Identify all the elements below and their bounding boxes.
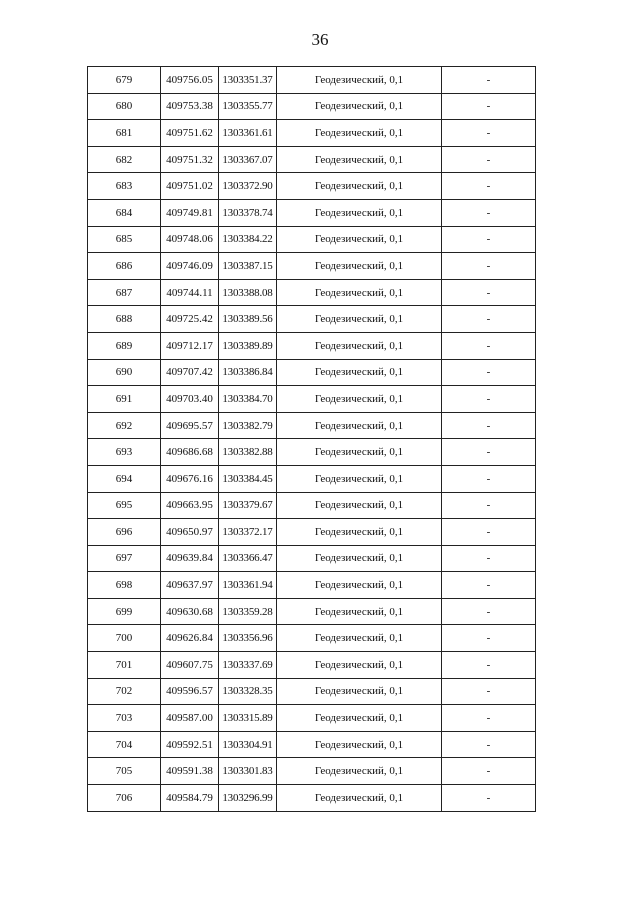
y-coordinate-cell: 1303337.69 bbox=[219, 652, 277, 679]
x-coordinate-cell: 409607.75 bbox=[161, 652, 219, 679]
point-number-cell: 699 bbox=[88, 598, 161, 625]
error-cell: - bbox=[442, 465, 536, 492]
method-accuracy-cell: Геодезический, 0,1 bbox=[277, 492, 442, 519]
method-accuracy-cell: Геодезический, 0,1 bbox=[277, 625, 442, 652]
method-accuracy-cell: Геодезический, 0,1 bbox=[277, 705, 442, 732]
error-cell: - bbox=[442, 678, 536, 705]
method-accuracy-cell: Геодезический, 0,1 bbox=[277, 439, 442, 466]
method-accuracy-cell: Геодезический, 0,1 bbox=[277, 93, 442, 120]
table-row bbox=[88, 199, 536, 226]
error-cell: - bbox=[442, 253, 536, 280]
method-accuracy-cell: Геодезический, 0,1 bbox=[277, 332, 442, 359]
error-cell: - bbox=[442, 705, 536, 732]
table-row bbox=[88, 93, 536, 120]
error-cell: - bbox=[442, 199, 536, 226]
method-accuracy-cell: Геодезический, 0,1 bbox=[277, 519, 442, 546]
table-row bbox=[88, 519, 536, 546]
error-cell: - bbox=[442, 439, 536, 466]
table-row bbox=[88, 412, 536, 439]
table-row bbox=[88, 758, 536, 785]
point-number-cell: 688 bbox=[88, 306, 161, 333]
table-row bbox=[88, 785, 536, 812]
point-number-cell: 685 bbox=[88, 226, 161, 253]
point-number-cell: 701 bbox=[88, 652, 161, 679]
error-cell: - bbox=[442, 332, 536, 359]
x-coordinate-cell: 409749.81 bbox=[161, 199, 219, 226]
table-row bbox=[88, 439, 536, 466]
point-number-cell: 696 bbox=[88, 519, 161, 546]
y-coordinate-cell: 1303301.83 bbox=[219, 758, 277, 785]
y-coordinate-cell: 1303361.94 bbox=[219, 572, 277, 599]
error-cell: - bbox=[442, 572, 536, 599]
error-cell: - bbox=[442, 306, 536, 333]
error-cell: - bbox=[442, 386, 536, 413]
point-number-cell: 706 bbox=[88, 785, 161, 812]
table-row bbox=[88, 173, 536, 200]
y-coordinate-cell: 1303387.15 bbox=[219, 253, 277, 280]
error-cell: - bbox=[442, 67, 536, 94]
x-coordinate-cell: 409695.57 bbox=[161, 412, 219, 439]
y-coordinate-cell: 1303355.77 bbox=[219, 93, 277, 120]
method-accuracy-cell: Геодезический, 0,1 bbox=[277, 412, 442, 439]
point-number-cell: 682 bbox=[88, 146, 161, 173]
error-cell: - bbox=[442, 120, 536, 147]
table-row bbox=[88, 465, 536, 492]
method-accuracy-cell: Геодезический, 0,1 bbox=[277, 199, 442, 226]
method-accuracy-cell: Геодезический, 0,1 bbox=[277, 359, 442, 386]
method-accuracy-cell: Геодезический, 0,1 bbox=[277, 678, 442, 705]
table-row bbox=[88, 226, 536, 253]
point-number-cell: 700 bbox=[88, 625, 161, 652]
y-coordinate-cell: 1303384.45 bbox=[219, 465, 277, 492]
x-coordinate-cell: 409637.97 bbox=[161, 572, 219, 599]
table-row bbox=[88, 386, 536, 413]
error-cell: - bbox=[442, 652, 536, 679]
x-coordinate-cell: 409751.62 bbox=[161, 120, 219, 147]
point-number-cell: 702 bbox=[88, 678, 161, 705]
method-accuracy-cell: Геодезический, 0,1 bbox=[277, 279, 442, 306]
point-number-cell: 695 bbox=[88, 492, 161, 519]
error-cell: - bbox=[442, 731, 536, 758]
table-row bbox=[88, 120, 536, 147]
x-coordinate-cell: 409686.68 bbox=[161, 439, 219, 466]
table-row bbox=[88, 545, 536, 572]
point-number-cell: 703 bbox=[88, 705, 161, 732]
table-row bbox=[88, 652, 536, 679]
y-coordinate-cell: 1303367.07 bbox=[219, 146, 277, 173]
x-coordinate-cell: 409756.05 bbox=[161, 67, 219, 94]
point-number-cell: 681 bbox=[88, 120, 161, 147]
error-cell: - bbox=[442, 226, 536, 253]
method-accuracy-cell: Геодезический, 0,1 bbox=[277, 652, 442, 679]
y-coordinate-cell: 1303361.61 bbox=[219, 120, 277, 147]
x-coordinate-cell: 409751.02 bbox=[161, 173, 219, 200]
table-row bbox=[88, 492, 536, 519]
point-number-cell: 704 bbox=[88, 731, 161, 758]
method-accuracy-cell: Геодезический, 0,1 bbox=[277, 226, 442, 253]
y-coordinate-cell: 1303389.89 bbox=[219, 332, 277, 359]
y-coordinate-cell: 1303382.88 bbox=[219, 439, 277, 466]
x-coordinate-cell: 409630.68 bbox=[161, 598, 219, 625]
point-number-cell: 691 bbox=[88, 386, 161, 413]
x-coordinate-cell: 409707.42 bbox=[161, 359, 219, 386]
y-coordinate-cell: 1303379.67 bbox=[219, 492, 277, 519]
y-coordinate-cell: 1303384.22 bbox=[219, 226, 277, 253]
method-accuracy-cell: Геодезический, 0,1 bbox=[277, 67, 442, 94]
method-accuracy-cell: Геодезический, 0,1 bbox=[277, 465, 442, 492]
coordinates-table-body bbox=[88, 67, 536, 812]
table-row bbox=[88, 625, 536, 652]
error-cell: - bbox=[442, 625, 536, 652]
method-accuracy-cell: Геодезический, 0,1 bbox=[277, 598, 442, 625]
method-accuracy-cell: Геодезический, 0,1 bbox=[277, 386, 442, 413]
point-number-cell: 684 bbox=[88, 199, 161, 226]
y-coordinate-cell: 1303378.74 bbox=[219, 199, 277, 226]
table-row bbox=[88, 678, 536, 705]
table-row bbox=[88, 253, 536, 280]
method-accuracy-cell: Геодезический, 0,1 bbox=[277, 173, 442, 200]
x-coordinate-cell: 409587.00 bbox=[161, 705, 219, 732]
y-coordinate-cell: 1303389.56 bbox=[219, 306, 277, 333]
y-coordinate-cell: 1303372.17 bbox=[219, 519, 277, 546]
x-coordinate-cell: 409676.16 bbox=[161, 465, 219, 492]
point-number-cell: 693 bbox=[88, 439, 161, 466]
y-coordinate-cell: 1303386.84 bbox=[219, 359, 277, 386]
method-accuracy-cell: Геодезический, 0,1 bbox=[277, 253, 442, 280]
point-number-cell: 679 bbox=[88, 67, 161, 94]
y-coordinate-cell: 1303356.96 bbox=[219, 625, 277, 652]
y-coordinate-cell: 1303372.90 bbox=[219, 173, 277, 200]
x-coordinate-cell: 409584.79 bbox=[161, 785, 219, 812]
x-coordinate-cell: 409748.06 bbox=[161, 226, 219, 253]
page-number: 36 bbox=[311, 30, 329, 49]
method-accuracy-cell: Геодезический, 0,1 bbox=[277, 785, 442, 812]
x-coordinate-cell: 409712.17 bbox=[161, 332, 219, 359]
table-row bbox=[88, 146, 536, 173]
x-coordinate-cell: 409596.57 bbox=[161, 678, 219, 705]
y-coordinate-cell: 1303388.08 bbox=[219, 279, 277, 306]
x-coordinate-cell: 409751.32 bbox=[161, 146, 219, 173]
point-number-cell: 694 bbox=[88, 465, 161, 492]
method-accuracy-cell: Геодезический, 0,1 bbox=[277, 545, 442, 572]
point-number-cell: 687 bbox=[88, 279, 161, 306]
point-number-cell: 680 bbox=[88, 93, 161, 120]
method-accuracy-cell: Геодезический, 0,1 bbox=[277, 731, 442, 758]
point-number-cell: 683 bbox=[88, 173, 161, 200]
error-cell: - bbox=[442, 758, 536, 785]
error-cell: - bbox=[442, 359, 536, 386]
error-cell: - bbox=[442, 519, 536, 546]
table-row bbox=[88, 705, 536, 732]
x-coordinate-cell: 409744.11 bbox=[161, 279, 219, 306]
y-coordinate-cell: 1303296.99 bbox=[219, 785, 277, 812]
error-cell: - bbox=[442, 146, 536, 173]
point-number-cell: 705 bbox=[88, 758, 161, 785]
point-number-cell: 690 bbox=[88, 359, 161, 386]
table-row bbox=[88, 306, 536, 333]
error-cell: - bbox=[442, 412, 536, 439]
error-cell: - bbox=[442, 545, 536, 572]
table-row bbox=[88, 332, 536, 359]
x-coordinate-cell: 409592.51 bbox=[161, 731, 219, 758]
y-coordinate-cell: 1303304.91 bbox=[219, 731, 277, 758]
x-coordinate-cell: 409639.84 bbox=[161, 545, 219, 572]
table-row bbox=[88, 731, 536, 758]
method-accuracy-cell: Геодезический, 0,1 bbox=[277, 572, 442, 599]
point-number-cell: 698 bbox=[88, 572, 161, 599]
x-coordinate-cell: 409753.38 bbox=[161, 93, 219, 120]
point-number-cell: 692 bbox=[88, 412, 161, 439]
method-accuracy-cell: Геодезический, 0,1 bbox=[277, 306, 442, 333]
table-row bbox=[88, 359, 536, 386]
y-coordinate-cell: 1303382.79 bbox=[219, 412, 277, 439]
error-cell: - bbox=[442, 279, 536, 306]
y-coordinate-cell: 1303384.70 bbox=[219, 386, 277, 413]
y-coordinate-cell: 1303315.89 bbox=[219, 705, 277, 732]
x-coordinate-cell: 409650.97 bbox=[161, 519, 219, 546]
point-number-cell: 689 bbox=[88, 332, 161, 359]
x-coordinate-cell: 409746.09 bbox=[161, 253, 219, 280]
error-cell: - bbox=[442, 93, 536, 120]
x-coordinate-cell: 409626.84 bbox=[161, 625, 219, 652]
x-coordinate-cell: 409703.40 bbox=[161, 386, 219, 413]
table-row bbox=[88, 67, 536, 94]
x-coordinate-cell: 409663.95 bbox=[161, 492, 219, 519]
method-accuracy-cell: Геодезический, 0,1 bbox=[277, 758, 442, 785]
y-coordinate-cell: 1303328.35 bbox=[219, 678, 277, 705]
method-accuracy-cell: Геодезический, 0,1 bbox=[277, 120, 442, 147]
table-row bbox=[88, 598, 536, 625]
error-cell: - bbox=[442, 492, 536, 519]
y-coordinate-cell: 1303366.47 bbox=[219, 545, 277, 572]
method-accuracy-cell: Геодезический, 0,1 bbox=[277, 146, 442, 173]
table-row bbox=[88, 572, 536, 599]
error-cell: - bbox=[442, 173, 536, 200]
x-coordinate-cell: 409725.42 bbox=[161, 306, 219, 333]
x-coordinate-cell: 409591.38 bbox=[161, 758, 219, 785]
y-coordinate-cell: 1303351.37 bbox=[219, 67, 277, 94]
coordinates-table bbox=[87, 66, 536, 812]
error-cell: - bbox=[442, 598, 536, 625]
y-coordinate-cell: 1303359.28 bbox=[219, 598, 277, 625]
table-row bbox=[88, 279, 536, 306]
error-cell: - bbox=[442, 785, 536, 812]
point-number-cell: 686 bbox=[88, 253, 161, 280]
point-number-cell: 697 bbox=[88, 545, 161, 572]
